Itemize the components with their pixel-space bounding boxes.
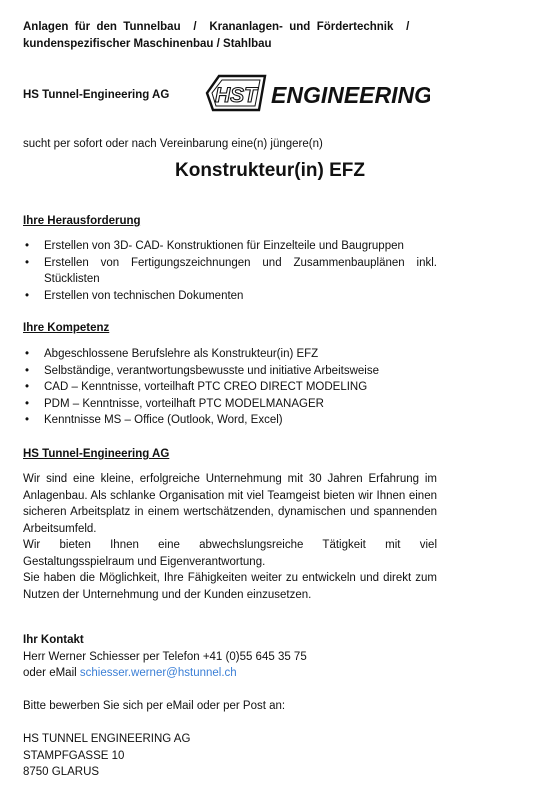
contact-heading: Ihr Kontakt bbox=[23, 634, 84, 646]
competence-list bbox=[23, 346, 437, 429]
company-paragraph-3: Sie haben die Möglichkeit, Ihre Fähigkeiten weiter zu entwickeln und direkt zum Nutzen der Unternehmung und der Kunden einzusetzen. bbox=[23, 572, 437, 601]
list-item: • Erstellen von Fertigungszeichnungen und Zusammenbauplänen inkl. Stücklisten bbox=[23, 255, 437, 288]
hst-engineering-logo bbox=[205, 73, 430, 113]
company-paragraph-1: Wir sind eine kleine, erfolgreiche Unternehmung mit 30 Jahren Erfahrung im Anlagenbau. Als schlanke Organisation mit viel Teamgeist bieten wir Ihnen einen sicheren Arbeitsplatz in einem wertschätzenden, dynamischen und spannenden Arbeitsumfeld. bbox=[23, 473, 437, 535]
logo-engineering-text: ENGINEERING bbox=[271, 82, 430, 108]
address-line: 8750 GLARUS bbox=[23, 766, 100, 778]
email-link[interactable]: schiesser.werner@hstunnel.ch bbox=[79, 667, 237, 679]
challenge-list bbox=[23, 238, 437, 304]
list-item: • CAD – Kenntnisse, vorteilhaft PTC CREO DIRECT MODELING bbox=[23, 379, 437, 396]
company-paragraph-2: Wir bieten Ihnen eine abwechslungsreiche Tätigkeit mit viel Gestaltungsspielraum und Eigenverantwortung. bbox=[23, 539, 437, 568]
header-line-1: Anlagen für den Tunnelbau / Krananlagen- und Fördertechnik / bbox=[23, 21, 410, 33]
intro-text: sucht per sofort oder nach Vereinbarung eine(n) jüngere(n) bbox=[23, 138, 323, 150]
list-item: • Erstellen von 3D- CAD- Konstruktionen für Einzelteile und Baugruppen bbox=[23, 238, 437, 255]
list-item: • Erstellen von technischen Dokumenten bbox=[23, 288, 437, 305]
list-item: • Kenntnisse MS – Office (Outlook, Word, Excel) bbox=[23, 412, 437, 429]
list-item: • Abgeschlossene Berufslehre als Konstrukteur(in) EFZ bbox=[23, 346, 437, 363]
apply-text: Bitte bewerben Sie sich per eMail oder per Post an: bbox=[23, 700, 286, 712]
logo-hst-text: HST bbox=[215, 84, 257, 107]
email-prefix: oder eMail bbox=[23, 667, 80, 679]
postal-address bbox=[23, 731, 437, 781]
list-item: • Selbständige, verantwortungsbewusste und initiative Arbeitsweise bbox=[23, 363, 437, 380]
address-line: STAMPFGASSE 10 bbox=[23, 749, 125, 762]
list-item: • PDM – Kenntnisse, vorteilhaft PTC MODELMANAGER bbox=[23, 396, 437, 413]
company-heading: HS Tunnel-Engineering AG bbox=[23, 448, 170, 460]
job-title: Konstrukteur(in) EFZ bbox=[175, 160, 365, 181]
company-description bbox=[23, 471, 437, 603]
competence-heading: Ihre Kompetenz bbox=[23, 322, 110, 334]
company-name: HS Tunnel-Engineering AG bbox=[23, 89, 170, 101]
header-line-2: kundenspezifischer Maschinenbau / Stahlbau bbox=[23, 37, 272, 50]
header-text bbox=[23, 19, 443, 52]
logo-graphic bbox=[205, 73, 430, 113]
address-line: HS TUNNEL ENGINEERING AG bbox=[23, 733, 191, 745]
contact-phone: Herr Werner Schiesser per Telefon +41 (0)55 645 35 75 bbox=[23, 651, 307, 663]
contact-email-line bbox=[23, 665, 437, 682]
challenge-heading: Ihre Herausforderung bbox=[23, 215, 141, 227]
